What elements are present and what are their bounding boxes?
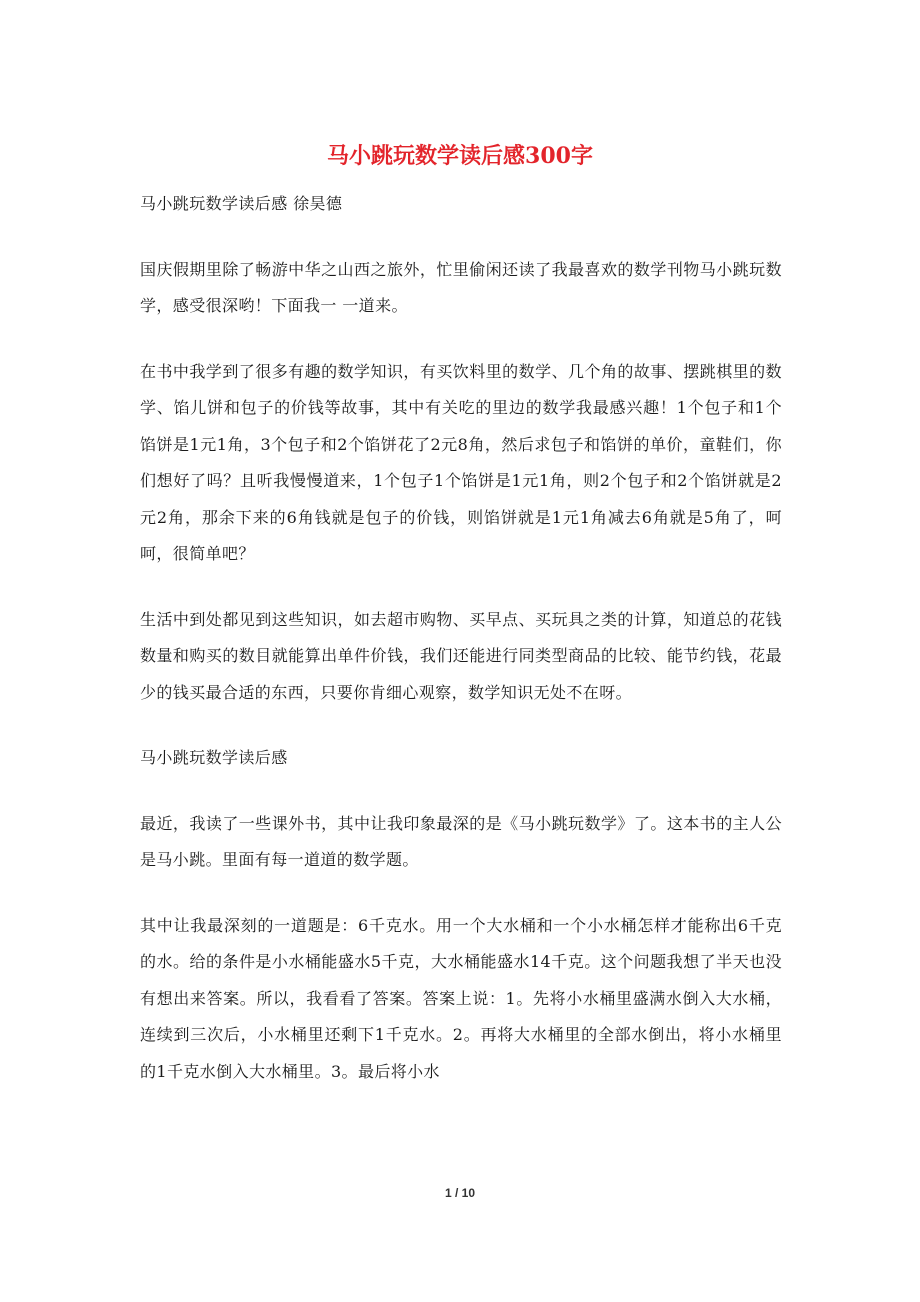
byline-paragraph: 马小跳玩数学读后感 徐昊德 — [140, 194, 343, 213]
body-paragraph: 最近，我读了一些课外书，其中让我印象最深的是《马小跳玩数学》了。这本书的主人公是马小跳。里面有每一道道的数学题。 — [140, 813, 782, 869]
body-paragraph: 国庆假期里除了畅游中华之山西之旅外，忙里偷闲还读了我最喜欢的数学刊物马小跳玩数学，感受很深哟！下面我一 一道来。 — [140, 259, 782, 315]
document-body — [140, 186, 782, 1090]
page-indicator: 1 / 10 — [444, 1186, 476, 1200]
body-paragraph: 其中让我最深刻的一道题是：6千克水。用一个大水桶和一个小水桶怎样才能称出6千克的水。给的条件是小水桶能盛水5千克，大水桶能盛水14千克。这个问题我想了半天也没有想出来答案。所以，我看看了答案。答案上说：1。先将小水桶里盛满水倒入大水桶，连续到三次后，小水桶里还剩下1千克水。2。再将大水桶里的全部水倒出，将小水桶里的1千克水倒入大水桶里。3。最后将小水 — [140, 915, 782, 1081]
document-title: 马小跳玩数学读后感300字 — [327, 143, 593, 169]
section-heading: 马小跳玩数学读后感 — [140, 748, 288, 767]
body-paragraph: 在书中我学到了很多有趣的数学知识，有买饮料里的数学、几个角的故事、摆跳棋里的数学、馅儿饼和包子的价钱等故事，其中有关吃的里边的数学我最感兴趣！1个包子和1个馅饼是1元1角，3个包子和2个馅饼花了2元8角，然后求包子和馅饼的单价，童鞋们，你们想好了吗？且听我慢慢道来，1个包子1个馅饼是1元1角，则2个包子和2个馅饼就是2元2角，那余下来的6角钱就是包子的价钱，则馅饼就是1元1角减去6角就是5角了，呵呵，很简单吧？ — [140, 361, 782, 563]
body-paragraph: 生活中到处都见到这些知识，如去超市购物、买早点、买玩具之类的计算，知道总的花钱数量和购买的数目就能算出单件价钱，我们还能进行同类型商品的比较、能节约钱，花最少的钱买最合适的东西，只要你肯细心观察，数学知识无处不在呀。 — [140, 609, 782, 702]
